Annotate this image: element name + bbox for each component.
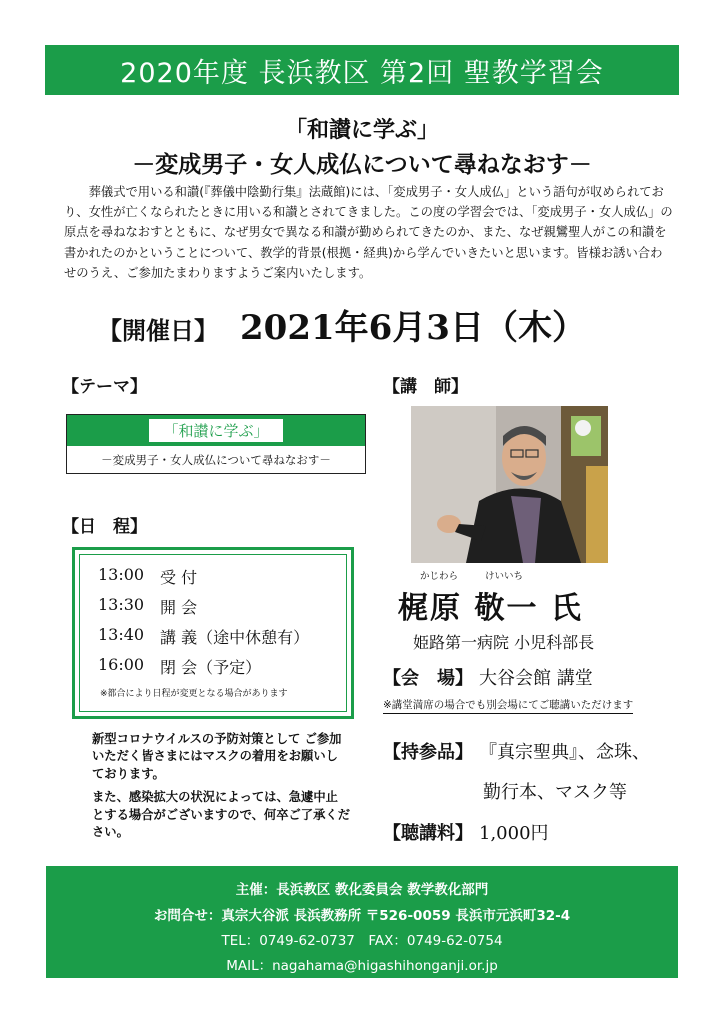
lecturer-photo <box>411 406 608 563</box>
schedule-row <box>98 595 197 618</box>
schedule-section-label: 【日 程】 <box>62 517 147 537</box>
covid-notice <box>92 731 350 847</box>
date-value: 2021年6月3日（木） <box>240 308 586 348</box>
theme-main: 「和讃に学ぶ」 <box>149 419 282 442</box>
event-subtitle: －変成男子・女人成仏について尋ねなおす－ <box>132 151 592 178</box>
event-title: 「和讃に学ぶ」 <box>284 117 439 143</box>
footer-host: 主催：長浜教区 教化委員会 教学教化部門 <box>235 882 489 898</box>
schedule-row <box>98 655 261 678</box>
schedule-row <box>98 625 309 648</box>
theme-sub: －変成男子・女人成仏について尋ねなおす－ <box>101 452 331 467</box>
event-date <box>98 300 586 349</box>
schedule-row <box>98 565 197 588</box>
schedule-event: 閉 会（予定） <box>160 658 262 677</box>
lecturer-ruby-given: けいいち <box>485 571 524 582</box>
theme-main-bar <box>67 415 365 446</box>
footer-contact-box <box>46 866 678 978</box>
footer-contact: お問合せ：真宗大谷派 長浜教務所 〒526-0059 長浜市元浜町32-4 <box>153 908 571 924</box>
schedule-time: 13:40 <box>98 625 145 644</box>
covid-notice-mask: 新型コロナウイルスの予防対策として ご参加いただく皆さまにはマスクの着用をお願いしております。 <box>92 732 342 781</box>
footer-mail[interactable]: MAIL：nagahama@higashihonganji.or.jp <box>226 958 498 974</box>
venue-label: 【会 場】 <box>383 668 473 689</box>
schedule-time: 13:00 <box>98 565 145 584</box>
lecturer-ruby-surname: かじわら <box>420 571 459 582</box>
intro-paragraph: 葬儀式で用いる和讃(『葬儀中陰勤行集』法蔵館)には、「変成男子・女人成仏」という語句が収められており、女性が亡くなられたときに用いる和讃とされてきました。この度の学習会では、「変成男子・女人成仏」の原点を尋ねなおすとともに、なぜ男女で異なる和讃が勤められてきたのか、また、なぜ親鸞聖人がこの和讃を書かれたのかということについて、教学的背景(根拠・経典)から学んでいきたいと思います。皆様お誘い合わせのうえ、ご参加たまわりますようご案内いたします。 <box>64 185 673 280</box>
items-row <box>383 738 650 764</box>
fee-row <box>383 819 549 845</box>
lecturer-affiliation: 姫路第一病院 小児科部長 <box>413 633 595 652</box>
items-line2-row <box>483 778 627 804</box>
items-label: 【持参品】 <box>383 742 473 763</box>
schedule-time: 13:30 <box>98 595 145 614</box>
lecturer-section-label: 【講 師】 <box>383 377 468 397</box>
footer-phone: TEL：0749-62-0737 FAX：0749-62-0754 <box>221 933 503 949</box>
items-line2: 勤行本、マスク等 <box>483 782 627 803</box>
schedule-time: 16:00 <box>98 655 145 674</box>
fee-label: 【聴講料】 <box>383 823 473 844</box>
header-banner: 2020年度 長浜教区 第2回 聖教学習会 <box>45 45 679 95</box>
items-line1: 『真宗聖典』、念珠、 <box>479 742 650 763</box>
schedule-event: 開 会 <box>160 598 198 617</box>
schedule-note: ※都合により日程が変更となる場合があります <box>100 689 288 699</box>
theme-box <box>66 414 366 474</box>
venue-note: ※講堂満席の場合でも別会場にてご聴講いただけます <box>383 697 633 714</box>
lecturer-name: 梶原 敬一 氏 <box>398 591 583 626</box>
schedule-event: 講 義（途中休憩有） <box>160 628 310 647</box>
date-label: 【開催日】 <box>98 316 218 345</box>
venue-row <box>383 664 593 690</box>
venue-value: 大谷会館 講堂 <box>479 668 593 689</box>
fee-value: 1,000円 <box>479 823 549 844</box>
covid-notice-cancel: また、感染拡大の状況によっては、急遽中止とする場合がございますので、何卒ご了承ください。 <box>92 790 350 840</box>
schedule-event: 受 付 <box>160 568 198 587</box>
theme-section-label: 【テーマ】 <box>62 377 147 397</box>
schedule-box <box>72 547 354 719</box>
